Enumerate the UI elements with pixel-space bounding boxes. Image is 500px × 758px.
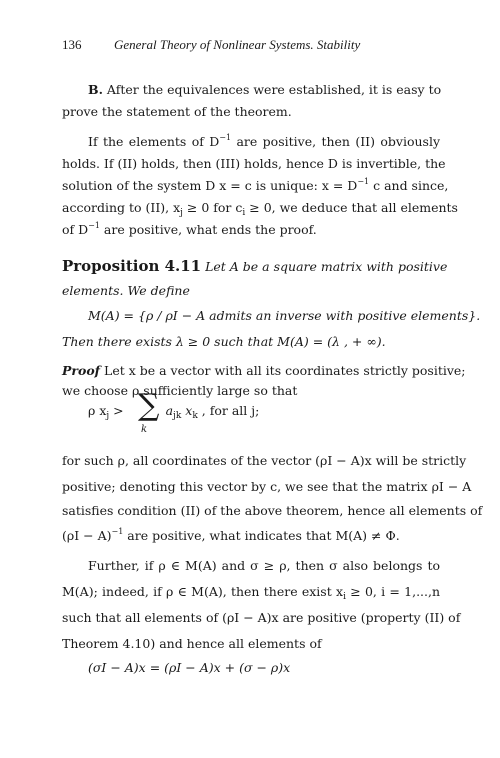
proof-line: Proof Let x be a vector with all its coordinates strictly positive; — [62, 363, 466, 378]
proposition-line: Then there exists λ ≥ 0 such that M(A) = (λ , + ∞). — [62, 334, 386, 349]
text-line: B. After the equivalences were established, it is easy to — [88, 82, 442, 97]
proof-label: Proof — [62, 363, 101, 378]
proposition-line: elements. We define — [62, 283, 190, 298]
page-number: 136 — [62, 37, 82, 52]
proof-line: we choose ρ sufficiently large so that — [62, 383, 298, 398]
text-line: holds. If (II) holds, then (III) holds, hence D is invertible, the — [62, 156, 446, 171]
proposition-heading: Proposition 4.11 — [62, 257, 202, 275]
running-title: General Theory of Nonlinear Systems. Stability — [114, 37, 361, 52]
part-label: B. — [88, 82, 103, 97]
final-formula: (σI − A)x = (ρI − A)x + (σ − ρ)x — [88, 660, 291, 675]
proof-line: M(A); indeed, if ρ ∈ M(A), then there exist $x_i \ge 0$, i = 1,...,n — [62, 584, 441, 602]
proof-line: Theorem 4.10) and hence all elements of — [62, 636, 322, 651]
text-line: of $D^{-1}$ are positive, what ends the proof. — [62, 221, 317, 237]
proof-line: satisfies condition (II) of the above theorem, hence all elements of — [62, 503, 483, 518]
summation-symbol: ∑ — [138, 388, 160, 423]
proof-line: $(\rho I - A)^{-1}$ are positive, what indicates that M(A) ≠ Φ. — [62, 527, 400, 543]
summation-index: k — [141, 424, 148, 435]
text-line: according to (II), $x_j \ge 0$ for $c_i \ge 0$, we deduce that all elements — [62, 200, 458, 218]
text-line: solution of the system D x = c is unique: $x = D^{-1}$ c and since, — [62, 177, 449, 193]
proof-line: for such ρ, all coordinates of the vector (ρI − A)x will be strictly — [62, 453, 467, 468]
proposition-formula: M(A) = {ρ / ρI − A admits an inverse with positive elements}. — [88, 308, 481, 323]
text-line: If the elements of $D^{-1}$ are positive, then (II) obviously — [88, 133, 441, 149]
text-line: prove the statement of the theorem. — [62, 104, 292, 119]
proof-line: such that all elements of (ρI − A)x are positive (property (II) of — [62, 610, 461, 625]
proposition-line: Proposition 4.11 Let A be a square matrix with positive — [62, 257, 448, 275]
proof-line: Further, if ρ ∈ M(A) and σ ≥ ρ, then σ also belongs to — [88, 558, 440, 573]
proof-line: positive; denoting this vector by c, we see that the matrix ρI − A — [62, 479, 472, 494]
inequality: ρ $x_j > a_{jk}$ $x_k$ , for all j; — [88, 403, 260, 421]
